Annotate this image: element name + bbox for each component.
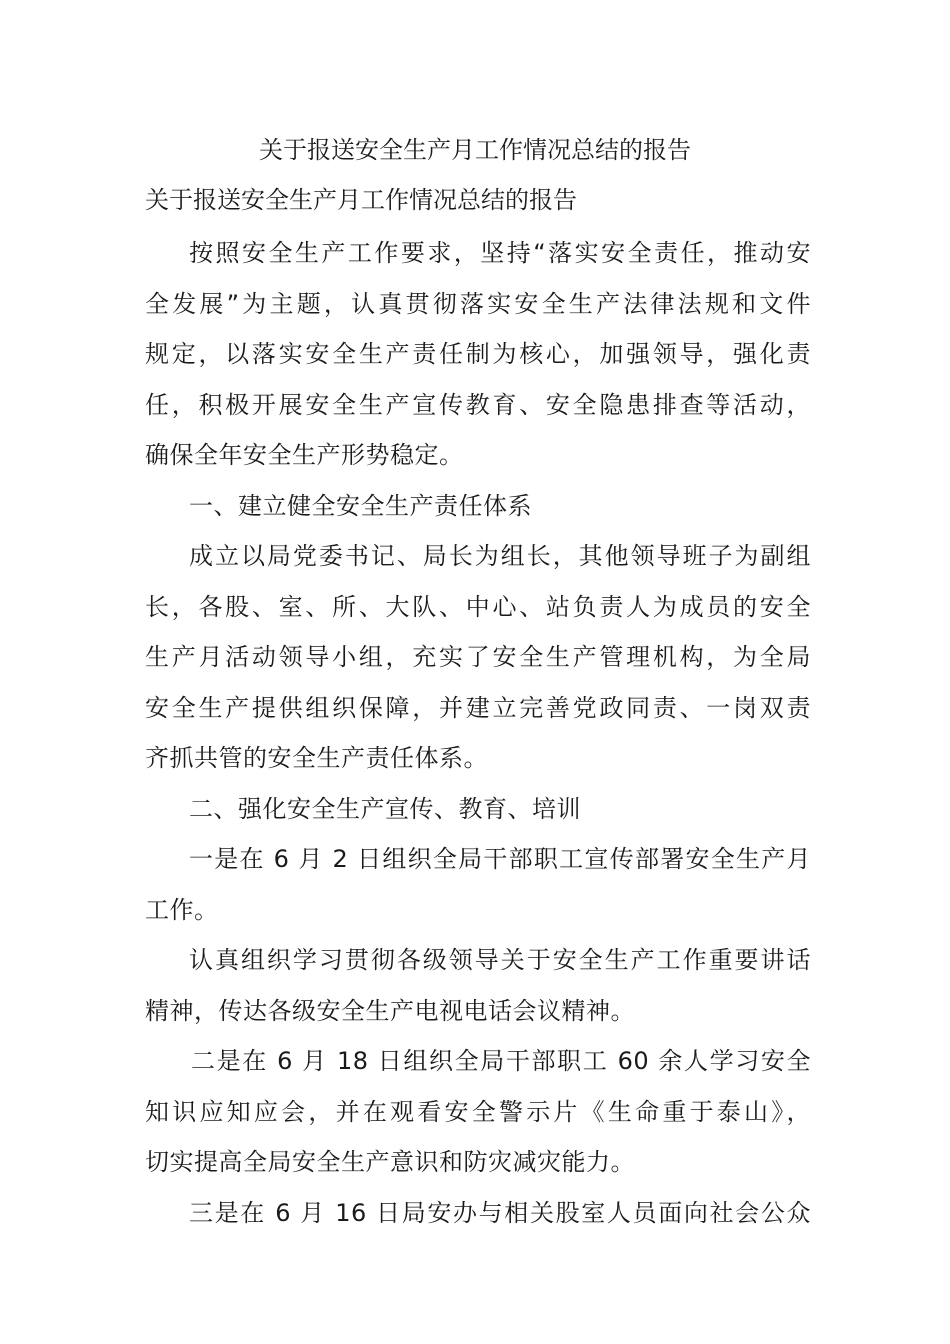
document-subtitle: 关于报送安全生产月工作情况总结的报告 xyxy=(145,186,577,214)
document-title: 关于报送安全生产月工作情况总结的报告 xyxy=(259,136,691,164)
document-body xyxy=(145,228,811,1238)
paragraph-line: 精神，传达各级安全生产电视电话会议精神。 xyxy=(145,996,635,1025)
paragraph-line: 成立以局党委书记、局长为组长，其他领导班子为副组 xyxy=(189,542,811,570)
paragraph-line: 规定，以落实安全生产责任制为核心，加强领导，强化责 xyxy=(145,340,811,368)
paragraph-line: 长，各股、室、所、大队、中心、站负责人为成员的安全 xyxy=(145,592,811,621)
paragraph-line: 全发展”为主题，认真贯彻落实安全生产法律法规和文件 xyxy=(145,289,811,318)
paragraph-line: 按照安全生产工作要求，坚持“落实安全责任，推动安 xyxy=(189,239,811,267)
paragraph-line: 认真组织学习贯彻各级领导关于安全生产工作重要讲话 xyxy=(189,946,811,974)
paragraph-line: 工作。 xyxy=(145,895,219,924)
paragraph-line: 安全生产提供组织保障，并建立完善党政同责、一岗双责 xyxy=(145,693,811,722)
paragraph-line: 齐抓共管的安全生产责任体系。 xyxy=(145,744,488,772)
section-heading: 一、建立健全安全生产责任体系 xyxy=(189,491,532,520)
paragraph-line: 切实提高全局安全生产意识和防灾减灾能力。 xyxy=(145,1148,635,1176)
paragraph-line: 三是在 6 月 16 日局安办与相关股室人员面向社会公众 xyxy=(189,1198,811,1227)
paragraph-line: 知识应知应会，并在观看安全警示片《生命重于泰山》， xyxy=(145,1097,811,1126)
paragraph-line: 一是在 6 月 2 日组织全局干部职工宣传部署安全生产月 xyxy=(189,845,811,873)
paragraph-line: 任，积极开展安全生产宣传教育、安全隐患排查等活动， xyxy=(145,390,811,419)
paragraph-line: 二是在 6 月 18 日组织全局干部职工 60 余人学习安全 xyxy=(191,1047,811,1075)
section-heading: 二、强化安全生产宣传、教育、培训 xyxy=(189,794,581,823)
paragraph-line: 确保全年安全生产形势稳定。 xyxy=(145,441,464,469)
paragraph-line: 生产月活动领导小组，充实了安全生产管理机构，为全局 xyxy=(145,643,811,671)
